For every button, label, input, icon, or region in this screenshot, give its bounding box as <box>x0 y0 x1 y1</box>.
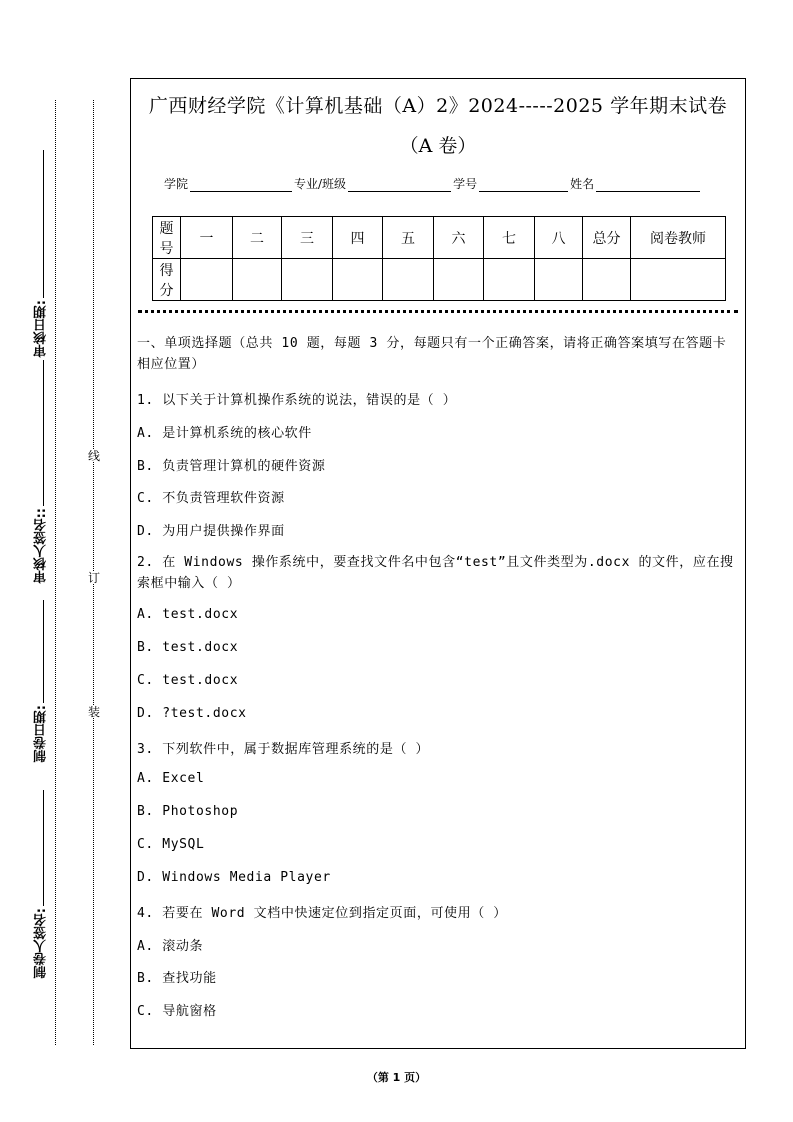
college-label: 学院 <box>164 177 189 191</box>
score-header: 六 <box>434 217 484 259</box>
reviewer-sign-label: 审核人签名:: <box>34 508 49 584</box>
question-4-option-a[interactable]: A. 滚动条 <box>137 939 204 954</box>
major-label: 专业/班级 <box>294 177 347 191</box>
score-cell-total[interactable] <box>583 259 631 301</box>
question-1-option-b[interactable]: B. 负责管理计算机的硬件资源 <box>137 459 326 474</box>
score-row-label: 得分 <box>153 259 181 301</box>
binding-char-zhuang: 装 <box>88 705 101 719</box>
binding-char-xian: 线 <box>88 449 101 463</box>
question-3-option-c[interactable]: C. MySQL <box>137 837 205 852</box>
score-header-total: 总分 <box>583 217 631 259</box>
question-4-option-b[interactable]: B. 查找功能 <box>137 971 217 986</box>
score-header: 三 <box>282 217 333 259</box>
score-cell[interactable] <box>181 259 233 301</box>
exam-title: 广西财经学院《计算机基础（A）2》2024-----2025 学年期末试卷 <box>148 95 728 117</box>
question-2-option-d[interactable]: D. ?test.docx <box>137 706 247 721</box>
score-cell[interactable] <box>434 259 484 301</box>
score-cell[interactable] <box>282 259 333 301</box>
question-1-option-d[interactable]: D. 为用户提供操作界面 <box>137 524 285 539</box>
question-4-option-c[interactable]: C. 导航窗格 <box>137 1004 217 1019</box>
reviewer-sign-line <box>43 360 44 506</box>
binding-dotted-line-outer <box>55 100 56 1045</box>
score-table-score-row <box>153 259 726 301</box>
question-2-option-a[interactable]: A. test.docx <box>137 607 239 622</box>
score-header: 五 <box>383 217 434 259</box>
score-header: 一 <box>181 217 233 259</box>
reviewer-header: 阅卷教师 <box>631 217 726 259</box>
name-field[interactable] <box>596 179 700 192</box>
student-id-label: 学号 <box>453 177 478 191</box>
reviewer-date-line <box>43 150 44 298</box>
maker-date-label: 制卷日期: <box>34 705 49 763</box>
maker-sign-label: 制卷人签名: <box>34 908 49 979</box>
question-1-option-c[interactable]: C. 不负责管理软件资源 <box>137 491 285 506</box>
score-cell[interactable] <box>333 259 383 301</box>
question-2-option-c[interactable]: C. test.docx <box>137 673 239 688</box>
reviewer-date-label: 审核日期: <box>34 300 49 358</box>
score-cell[interactable] <box>484 259 535 301</box>
exam-frame <box>130 78 746 1049</box>
question-number-label: 题号 <box>153 217 181 259</box>
student-info-line <box>164 175 702 192</box>
question-1-option-a[interactable]: A. 是计算机系统的核心软件 <box>137 426 312 441</box>
section-separator <box>138 310 738 313</box>
reviewer-cell[interactable] <box>631 259 726 301</box>
question-3-stem: 3. 下列软件中，属于数据库管理系统的是（ ） <box>137 742 430 757</box>
score-table-header-row <box>153 217 726 259</box>
college-field[interactable] <box>190 179 292 192</box>
binding-char-ding: 订 <box>88 571 101 585</box>
score-header: 七 <box>484 217 535 259</box>
major-field[interactable] <box>348 179 451 192</box>
score-cell[interactable] <box>535 259 583 301</box>
section1-heading: 一、单项选择题（总共 10 题，每题 3 分，每题只有一个正确答案，请将正确答案填写在答题卡相应位置） <box>137 336 727 372</box>
name-label: 姓名 <box>570 177 595 191</box>
score-table <box>152 216 726 301</box>
maker-sign-line <box>43 790 44 906</box>
question-3-option-b[interactable]: B. Photoshop <box>137 804 239 819</box>
question-2-option-b[interactable]: B. test.docx <box>137 640 239 655</box>
score-cell[interactable] <box>383 259 434 301</box>
score-header: 四 <box>333 217 383 259</box>
question-2-stem: 2. 在 Windows 操作系统中，要查找文件名中包含“test”且文件类型为.docx 的文件，应在搜索框中输入（ ） <box>137 555 734 591</box>
question-3-option-a[interactable]: A. Excel <box>137 771 205 786</box>
score-header: 二 <box>233 217 282 259</box>
exam-subtitle: （A 卷） <box>399 135 477 157</box>
question-4-stem: 4. 若要在 Word 文档中快速定位到指定页面，可使用（ ） <box>137 906 507 921</box>
question-3-option-d[interactable]: D. Windows Media Player <box>137 870 331 885</box>
student-id-field[interactable] <box>479 179 568 192</box>
page-number: （第 1 页） <box>366 1071 427 1084</box>
score-cell[interactable] <box>233 259 282 301</box>
score-header: 八 <box>535 217 583 259</box>
question-1-stem: 1. 以下关于计算机操作系统的说法，错误的是（ ） <box>137 393 457 408</box>
maker-date-line <box>43 600 44 703</box>
